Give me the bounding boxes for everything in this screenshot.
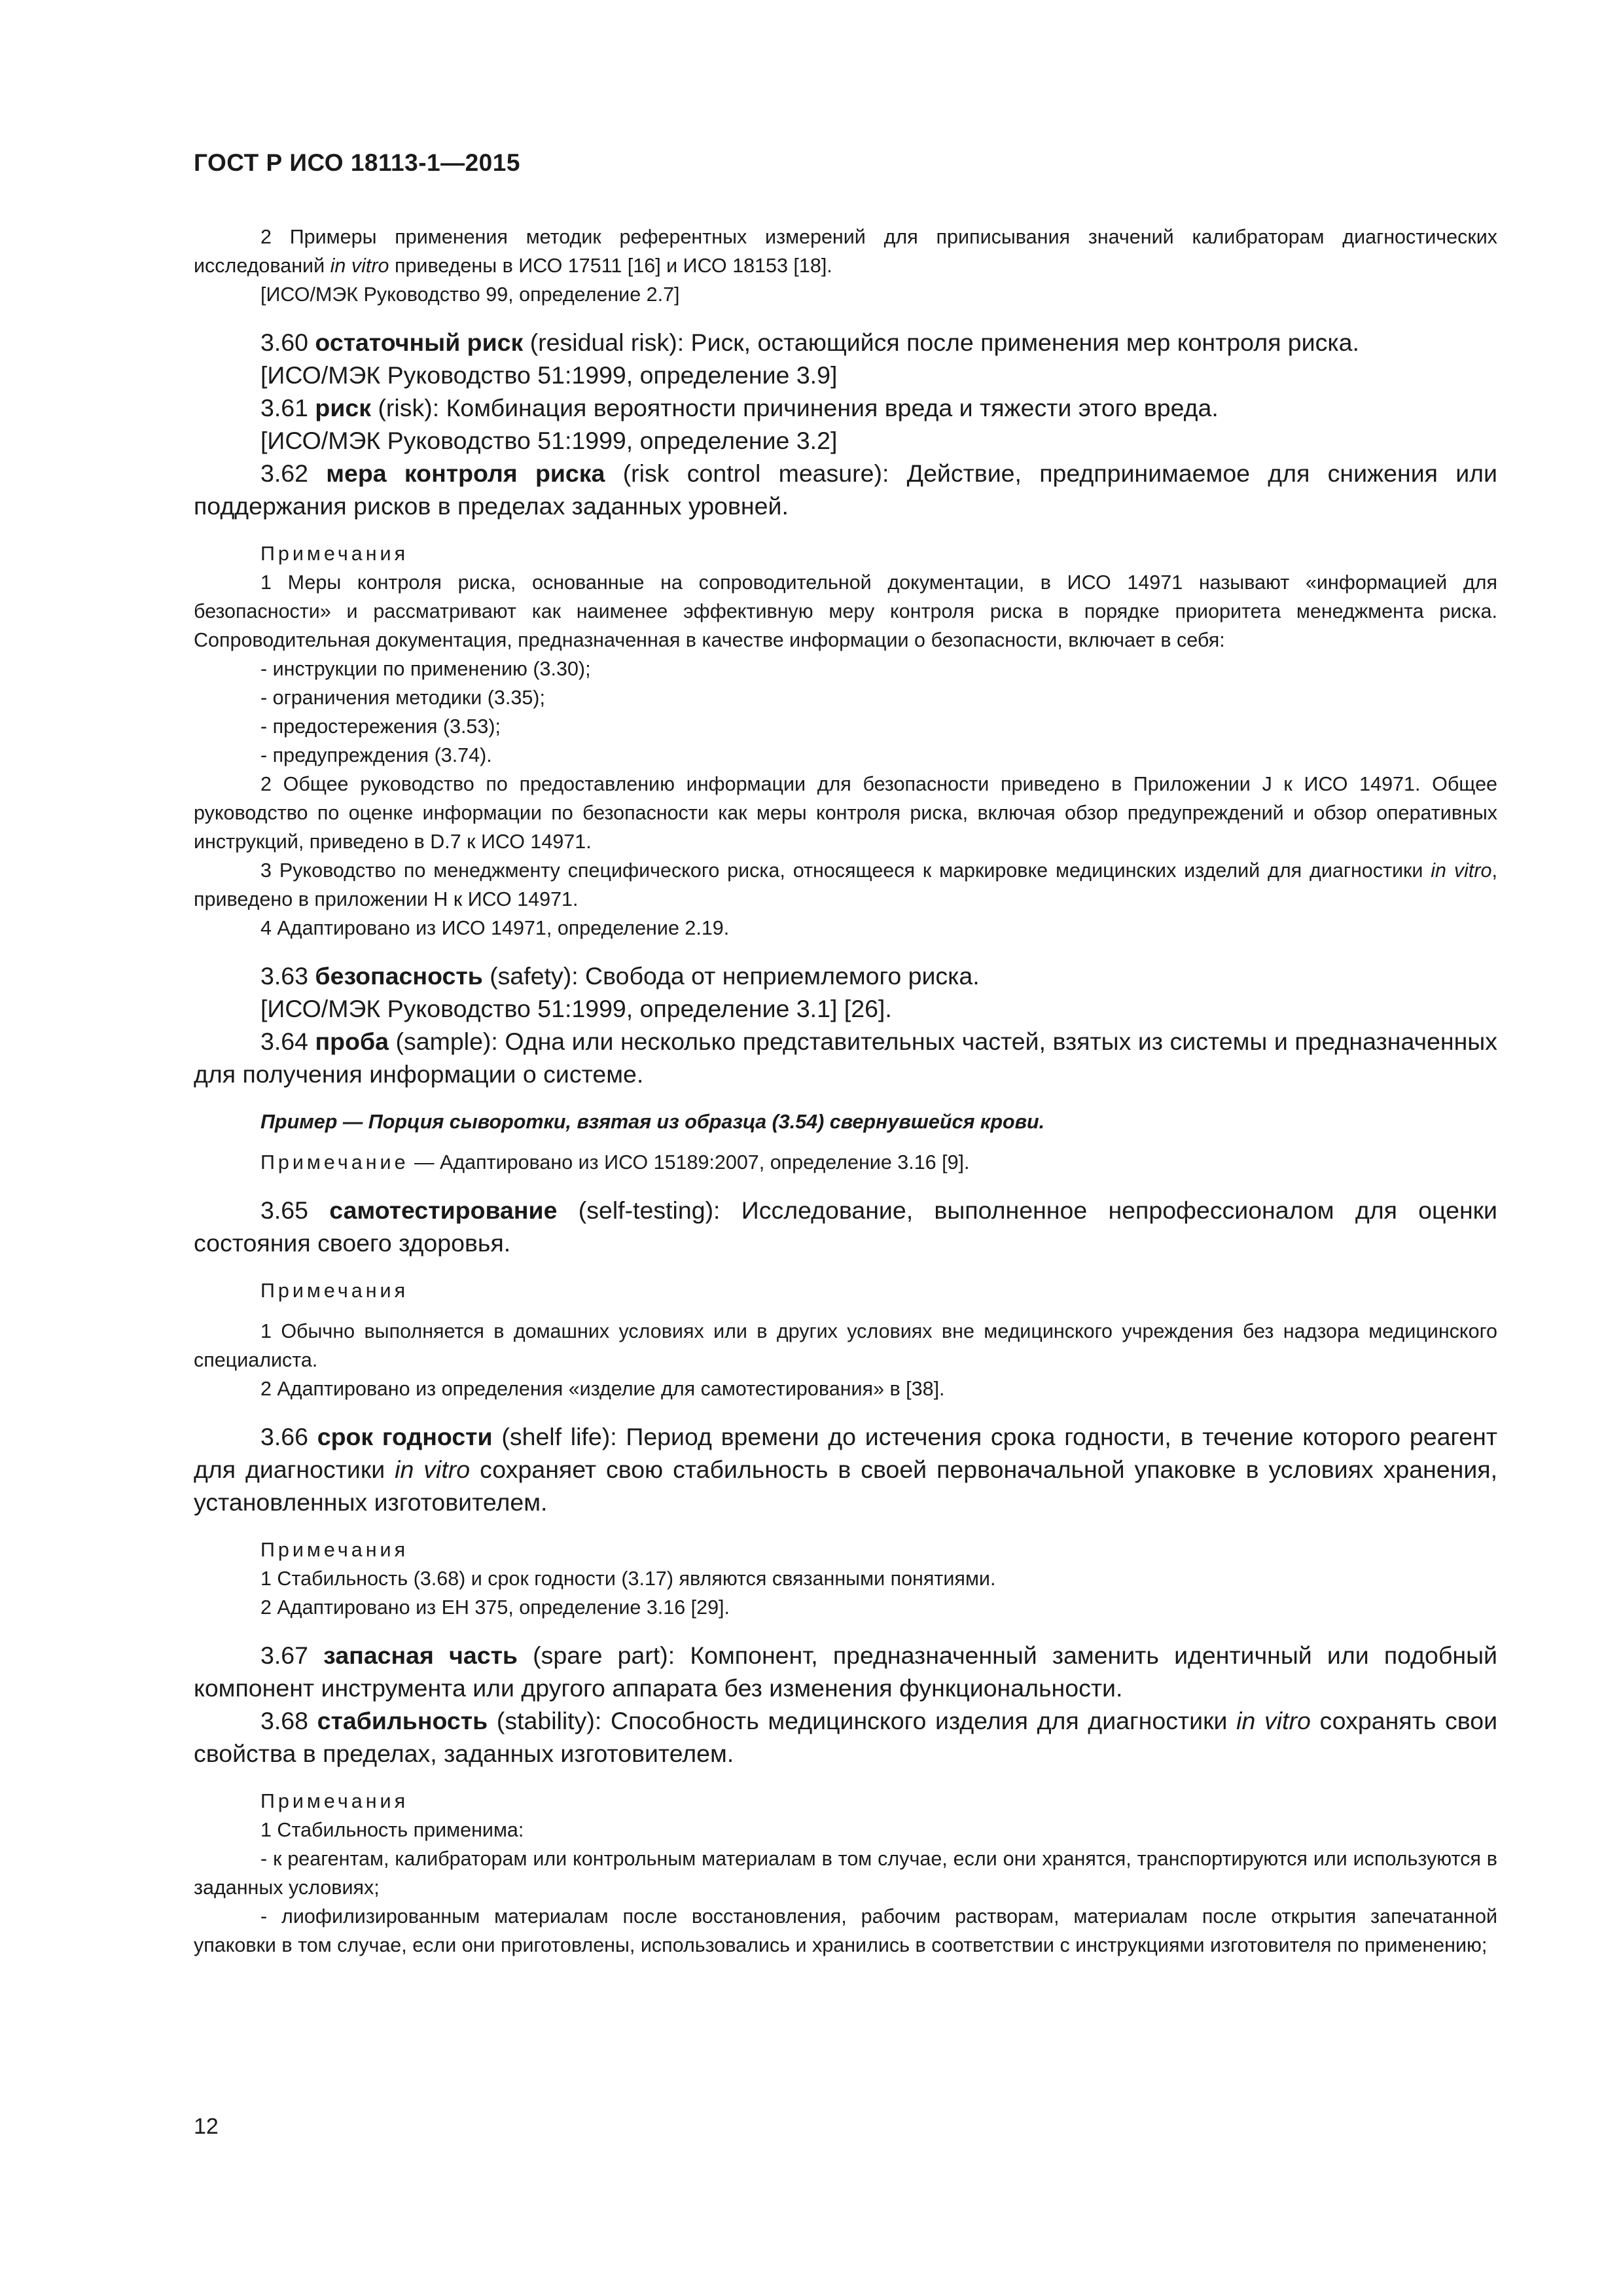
term-name: мера контроля риска: [326, 459, 605, 487]
term-3-65: [194, 1194, 1497, 1259]
note-paragraph: 2 Общее руководство по предоставлению информации для безопасности приведено в Приложении J к ИСО 14971. Общее руководство по оценке информации по безопасности как меры контроля риска, включая обзор предупреждений и обзор оперативных инструкций, приведено в D.7 к ИСО 14971.: [194, 773, 1497, 853]
term-name: самотестирование: [329, 1196, 558, 1224]
term-definition: (risk): Комбинация вероятности причинения вреда и тяжести этого вреда.: [378, 394, 1219, 422]
source-reference: [ИСО/МЭК Руководство 51:1999, определение 3.9]: [260, 361, 838, 389]
term-definition: (spare part): Компонент, предназначенный заменить идентичный или подобный компонент инструмента или другого аппарата без изменения функциональности.: [194, 1641, 1498, 1702]
term-definition: сохраняет свою стабильность в своей первоначальной упаковке в условиях хранения, установленных изготовителем.: [194, 1456, 1498, 1516]
notes-label: Примечания: [260, 1280, 409, 1302]
term-definition: (risk control measure): Действие, предпринимаемое для снижения или поддержания рисков в пределах заданных уровней.: [194, 459, 1498, 520]
source-reference: [ИСО/МЭК Руководство 51:1999, определение 3.2]: [260, 427, 838, 454]
term-definition: (shelf life): Период времени до истечения срока годности, в течение которого реагент для диагностики: [194, 1423, 1498, 1483]
note-paragraph: 1 Стабильность применима:: [260, 1819, 524, 1841]
note-paragraph: [194, 223, 1497, 280]
page-content: [194, 223, 1497, 1960]
term-number: 3.62: [260, 459, 308, 487]
term-3-67: [194, 1639, 1497, 1704]
note-paragraph: 2 Адаптировано из ЕН 375, определение 3.16 [29].: [260, 1596, 730, 1619]
text: 2 Примеры применения методик референтных измерений для приписывания значений калибраторам диагностических исследований: [194, 226, 1497, 277]
document-header-code: ГОСТ Р ИСО 18113-1—2015: [194, 149, 520, 176]
note-paragraph: 1 Стабильность (3.68) и срок годности (3.17) являются связанными понятиями.: [260, 1568, 996, 1590]
notes-label: Примечания: [260, 1539, 409, 1561]
notes-label: Примечания: [260, 543, 409, 565]
term-3-62: [194, 457, 1497, 522]
term-number: 3.68: [260, 1707, 308, 1734]
term-name: стабильность: [317, 1707, 488, 1734]
text: 3 Руководство по менеджменту специфического риска, относящееся к маркировке медицинских изделий для диагностики: [260, 859, 1423, 882]
term-number: 3.66: [260, 1423, 308, 1450]
note-label: Примечание: [260, 1151, 409, 1174]
term-number: 3.65: [260, 1196, 308, 1224]
term-name: остаточный риск: [315, 329, 524, 356]
text: — Адаптировано из ИСО 15189:2007, определение 3.16 [9].: [408, 1151, 970, 1174]
term-definition: (sample): Одна или несколько представительных частей, взятых из системы и предназначенных для получения информации о системе.: [194, 1028, 1497, 1088]
note-paragraph: [194, 856, 1497, 914]
term-3-63: [194, 960, 1497, 992]
list-item: - ограничения методики (3.35);: [260, 687, 545, 709]
term-name: риск: [315, 394, 372, 422]
list-item: - к реагентам, калибраторам или контрольным материалам в том случае, если они хранятся, транспортируются или используются в заданных условиях;: [194, 1848, 1497, 1899]
term-3-68: [194, 1704, 1497, 1770]
note-paragraph: 4 Адаптировано из ИСО 14971, определение 2.19.: [260, 917, 730, 939]
term-name: проба: [315, 1028, 389, 1055]
term-definition: сохранять свои свойства в пределах, заданных изготовителем.: [194, 1707, 1498, 1767]
term-3-66: [194, 1420, 1497, 1518]
italic-text: in vitro: [1431, 859, 1492, 882]
source-reference: [ИСО/МЭК Руководство 99, определение 2.7]: [260, 283, 680, 306]
source-reference: [ИСО/МЭК Руководство 51:1999, определение 3.1] [26].: [260, 995, 892, 1022]
term-number: 3.63: [260, 962, 308, 990]
list-item: - лиофилизированным материалам после восстановления, рабочим растворам, материалам после открытия запечатанной упаковки в том случае, если они приготовлены, использовались и хранились в соответствии с инструкциями изготовителя по применению;: [194, 1905, 1497, 1956]
notes-label: Примечания: [260, 1790, 409, 1812]
term-name: запасная часть: [323, 1641, 518, 1669]
term-definition: (self-testing): Исследование, выполненное непрофессионалом для оценки состояния своего здоровья.: [194, 1196, 1498, 1257]
italic-text: in vitro: [395, 1456, 471, 1483]
italic-text: in vitro: [330, 255, 389, 277]
text: , приведено в приложении Н к ИСО 14971.: [194, 859, 1497, 910]
term-number: 3.64: [260, 1028, 308, 1055]
note-paragraph: 2 Адаптировано из определения «изделие для самотестирования» в [38].: [260, 1378, 945, 1400]
example-text: Пример — Порция сыворотки, взятая из образца (3.54) свернувшейся крови.: [260, 1111, 1045, 1133]
term-definition: (residual risk): Риск, остающийся после применения мер контроля риска.: [529, 329, 1359, 356]
note-paragraph: 1 Меры контроля риска, основанные на сопроводительной документации, в ИСО 14971 называют «информацией для безопасности» и рассматривают как наименее эффективную меру контроля риска в порядке приоритета менеджмента риска. Сопроводительная документация, предназначенная в качестве информации о безопасности, включает в себя:: [194, 571, 1497, 651]
term-definition: (stability): Способность медицинского изделия для диагностики: [496, 1707, 1228, 1734]
list-item: - предостережения (3.53);: [260, 715, 501, 738]
note-paragraph: 1 Обычно выполняется в домашних условиях или в других условиях вне медицинского учреждения без надзора медицинского специалиста.: [194, 1320, 1497, 1371]
italic-text: in vitro: [1236, 1707, 1311, 1734]
term-3-60: [194, 326, 1497, 359]
term-number: 3.67: [260, 1641, 308, 1669]
list-item: - предупреждения (3.74).: [260, 744, 492, 766]
term-3-64: [194, 1025, 1497, 1090]
text: приведены в ИСО 17511 [16] и ИСО 18153 [18].: [394, 255, 832, 277]
term-definition: (safety): Свобода от неприемлемого риска.: [490, 962, 980, 990]
term-number: 3.61: [260, 394, 308, 422]
term-name: срок годности: [317, 1423, 493, 1450]
list-item: - инструкции по применению (3.30);: [260, 658, 591, 680]
term-3-61: [194, 391, 1497, 424]
term-number: 3.60: [260, 329, 308, 356]
term-name: безопасность: [315, 962, 483, 990]
page-number: 12: [194, 2114, 219, 2139]
note-single: [194, 1148, 1497, 1177]
